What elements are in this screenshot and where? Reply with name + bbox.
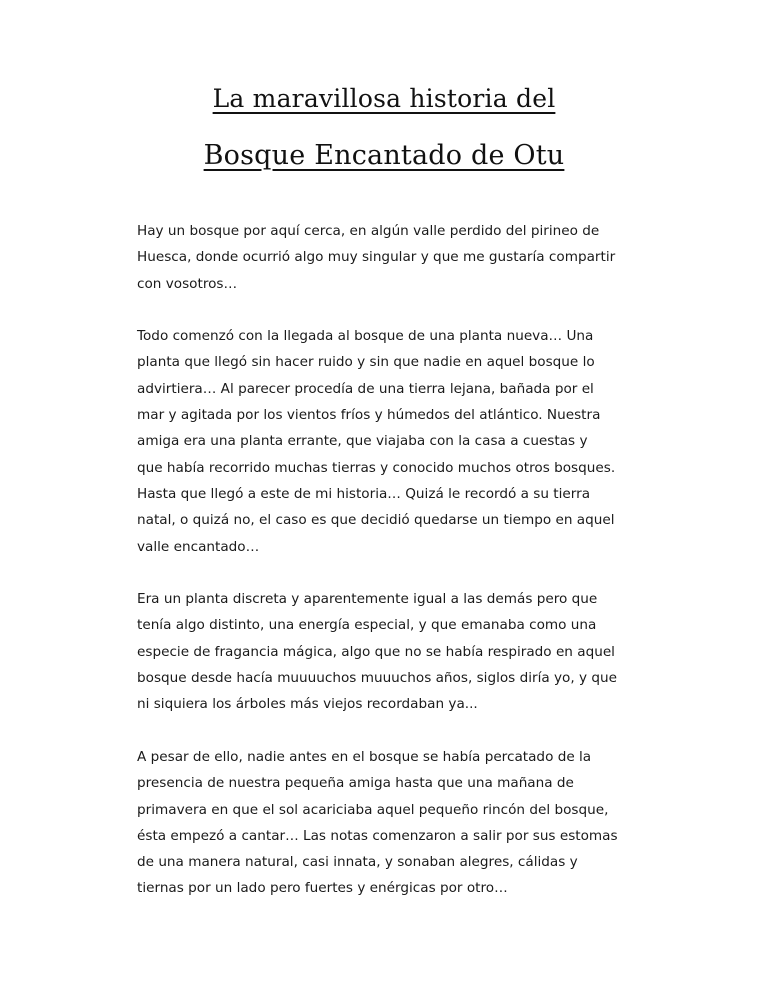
text-line: Todo comenzó con la llegada al bosque de una planta nueva… Una: [137, 328, 594, 345]
text-line: natal, o quizá no, el caso es que decidió quedarse un tiempo en aquel: [137, 512, 615, 529]
text-line: bosque desde hacía muuuuchos muuuchos años, siglos diría yo, y que: [137, 670, 617, 687]
text-line: que había recorrido muchas tierras y conocido muchos otros bosques.: [137, 459, 616, 476]
text-line: valle encantado…: [137, 538, 260, 555]
text-line: de una manera natural, casi innata, y sonaban alegres, cálidas y: [137, 854, 578, 871]
text-line: A pesar de ello, nadie antes en el bosque se había percatado de la: [137, 748, 592, 765]
document-body: [137, 218, 657, 928]
text-line: presencia de nuestra pequeña amiga hasta que una mañana de: [137, 775, 574, 792]
text-line: primavera en que el sol acariciaba aquel pequeño rincón del bosque,: [137, 801, 609, 818]
text-line: Era un planta discreta y aparentemente igual a las demás pero que: [137, 591, 598, 608]
paragraph: [137, 323, 657, 560]
text-line: amiga era una planta errante, que viajaba con la casa a cuestas y: [137, 433, 588, 450]
text-line: ni siquiera los árboles más viejos recordaban ya...: [137, 696, 478, 713]
text-line: con vosotros…: [137, 275, 238, 292]
text-line: tiernas por un lado pero fuertes y enérgicas por otro…: [137, 880, 508, 897]
text-line: Hasta que llegó a este de mi historia… Quizá le recordó a su tierra: [137, 485, 591, 502]
text-line: ésta empezó a cantar… Las notas comenzaron a salir por sus estomas: [137, 827, 618, 844]
text-line: tenía algo distinto, una energía especial, y que emanaba como una: [137, 617, 597, 634]
title-line-1: La maravillosa historia del: [212, 84, 556, 113]
text-line: especie de fragancia mágica, algo que no se había respirado en aquel: [137, 643, 615, 660]
paragraph: [137, 744, 657, 902]
text-line: advirtiera… Al parecer procedía de una tierra lejana, bañada por el: [137, 380, 594, 397]
title-line-2: Bosque Encantado de Otu: [203, 140, 565, 171]
text-line: planta que llegó sin hacer ruido y sin que nadie en aquel bosque lo: [137, 354, 595, 371]
paragraph: [137, 218, 657, 297]
text-line: Huesca, donde ocurrió algo muy singular y que me gustaría compartir: [137, 249, 616, 266]
paragraph: [137, 586, 657, 717]
text-line: mar y agitada por los vientos fríos y húmedos del atlántico. Nuestra: [137, 407, 601, 424]
text-line: Hay un bosque por aquí cerca, en algún valle perdido del pirineo de: [137, 223, 600, 239]
